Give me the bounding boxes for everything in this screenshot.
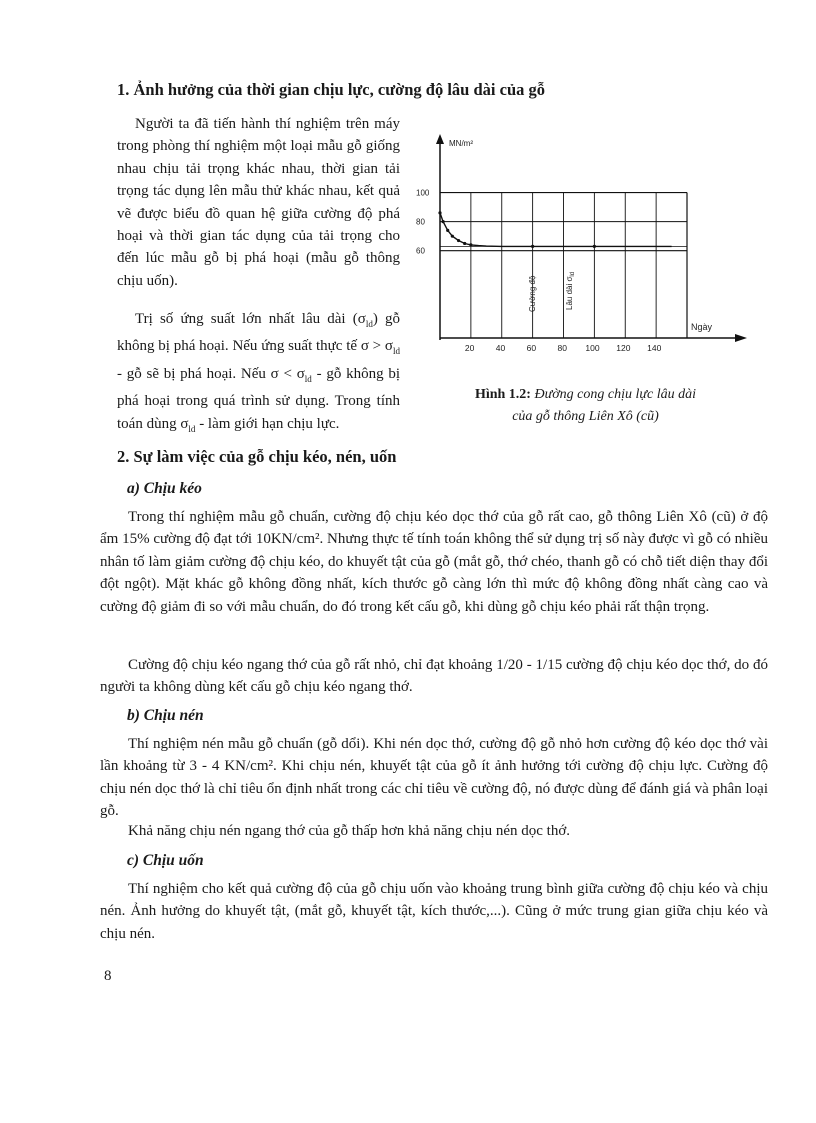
y-axis-label: MN/m² [449, 139, 473, 148]
subsection-a-title: a) Chịu kéo [127, 480, 202, 497]
curve-point [457, 239, 460, 242]
x-tick-label: 60 [526, 343, 537, 353]
paragraph-1: Người ta đã tiến hành thí nghiệm trên máy trong phòng thí nghiệm một loại mẫu gỗ giống nhau chịu tải trọng khác nhau, thời gian tải trọng tác dụng lên mẫu thử khác nhau, kết quả vẽ được biểu đồ quan hệ giữa cường độ phá hoại và thời gian tác dụng của tải trọng cho đến lúc mẫu gỗ bị phá hoại (mẫu gỗ thông chịu uốn). [117, 116, 400, 289]
paragraph-2: Trị số ứng suất lớn nhất lâu dài $(\sigma_{ld})$ gỗ không bị phá hoại. Nếu ứng suất thực tế $\sigma > \sigma_{ld}$ - gỗ sẽ bị phá hoại. Nếu $\sigma < \sigma_{ld}$ - gỗ không bị phá hoại trong quá trình sử dụng. Trong tính toán dùng $\sigma_{ld}$ - làm giới hạn chịu lực. [117, 311, 400, 434]
curve-point [469, 243, 472, 246]
curve-point [451, 235, 454, 238]
curve-point [438, 211, 441, 214]
subsection-b-title: b) Chịu nén [127, 707, 204, 724]
x-tick-label: 140 [647, 343, 662, 353]
section-1-title: 1. Ảnh hưởng của thời gian chịu lực, cường độ lâu dài của gỗ [117, 80, 545, 99]
paragraph-c1: Thí nghiệm cho kết quả cường độ của gỗ chịu uốn vào khoảng trung bình giữa cường độ chịu kéo và chịu nén. Ảnh hưởng do khuyết tật, (mắt gỗ, khuyết tật, kích thước,...). Cũng ở mức trung gian giữa chịu kéo và chịu nén. [100, 881, 768, 942]
x-axis-arrow-icon [735, 334, 747, 342]
figure-label: Hình 1.2: [474, 387, 531, 402]
y-tick-label: 100 [416, 188, 430, 198]
x-tick-label: 120 [616, 343, 631, 353]
strength-chart [405, 130, 765, 360]
section-2-title: 2. Sự làm việc của gỗ chịu kéo, nén, uốn [117, 447, 397, 466]
paragraph-a1: Trong thí nghiệm mẫu gỗ chuẩn, cường độ chịu kéo dọc thớ của gỗ rất cao, gỗ thông Liên Xô (cũ) ở độ ẩm 15% cường độ đạt tới 10KN/cm². Nhưng thực tế tính toán không thể sử dụng trị số này được vì gỗ có nhiều nhân tố làm giảm cường độ chịu kéo, do khuyết tật của gỗ (mắt gỗ, thớ chéo, thanh gỗ có chỗ tiết diện thay đổi đột ngột). Mặt khác gỗ không đồng nhất, kích thước gỗ càng lớn thì mức độ không đồng nhất càng cao và cường độ giảm đi so với mẫu chuẩn, do đó trong kết cấu gỗ, khi dùng gỗ chịu kéo phải rất thận trọng. [100, 509, 768, 615]
x-axis-label: Ngày [691, 322, 713, 332]
caption-line-2: của gỗ thông Liên Xô (cũ) [512, 409, 659, 424]
curve-point [593, 245, 596, 248]
annotation-lau-dai: Lâu dài $\sigma_{ld}$ [565, 271, 576, 310]
y-tick-label: 80 [416, 217, 425, 227]
caption-line-1: Đường cong chịu lực lâu dài [534, 387, 697, 402]
page-number: 8 [104, 968, 112, 984]
figure-caption [408, 384, 763, 428]
curve-point [463, 242, 466, 245]
x-tick-label: 80 [557, 343, 567, 353]
curve-point [441, 220, 444, 223]
curve-point [531, 245, 534, 248]
subsection-c-title: c) Chịu uốn [127, 852, 204, 869]
curve-point [446, 229, 449, 232]
x-tick-label: 40 [495, 343, 506, 353]
paragraph-b1: Thí nghiệm nén mẫu gỗ chuẩn (gỗ dổi). Khi nén dọc thớ, cường độ gỗ nhỏ hơn cường độ kéo dọc thớ vài lần khoảng từ 3 - 4 KN/cm². Khi chịu nén, khuyết tật của gỗ ít ảnh hưởng tới cường độ chịu lực. Cường độ chịu nén dọc thớ là chỉ tiêu ổn định nhất trong các chỉ tiêu về cường độ, nó được dùng để đánh giá và phân loại gỗ. [100, 736, 768, 820]
chart-ticks [416, 189, 662, 353]
y-tick-label: 60 [416, 246, 425, 256]
paragraph-a2: Cường độ chịu kéo ngang thớ của gỗ rất nhỏ, chỉ đạt khoảng 1/20 - 1/15 cường độ chịu kéo dọc thớ, do đó người ta không dùng kết cấu gỗ chịu kéo ngang thớ. [100, 657, 768, 696]
paragraph-b2: Khả năng chịu nén ngang thớ của gỗ thấp hơn khả năng chịu nén dọc thớ. [128, 823, 571, 839]
x-tick-label: 20 [464, 343, 475, 353]
annotation-cuong-do: Cường độ [528, 275, 537, 312]
strength-curve [440, 213, 672, 247]
x-tick-label: 100 [585, 343, 600, 353]
chart-grid [440, 193, 687, 338]
y-axis-arrow-icon [436, 134, 444, 144]
